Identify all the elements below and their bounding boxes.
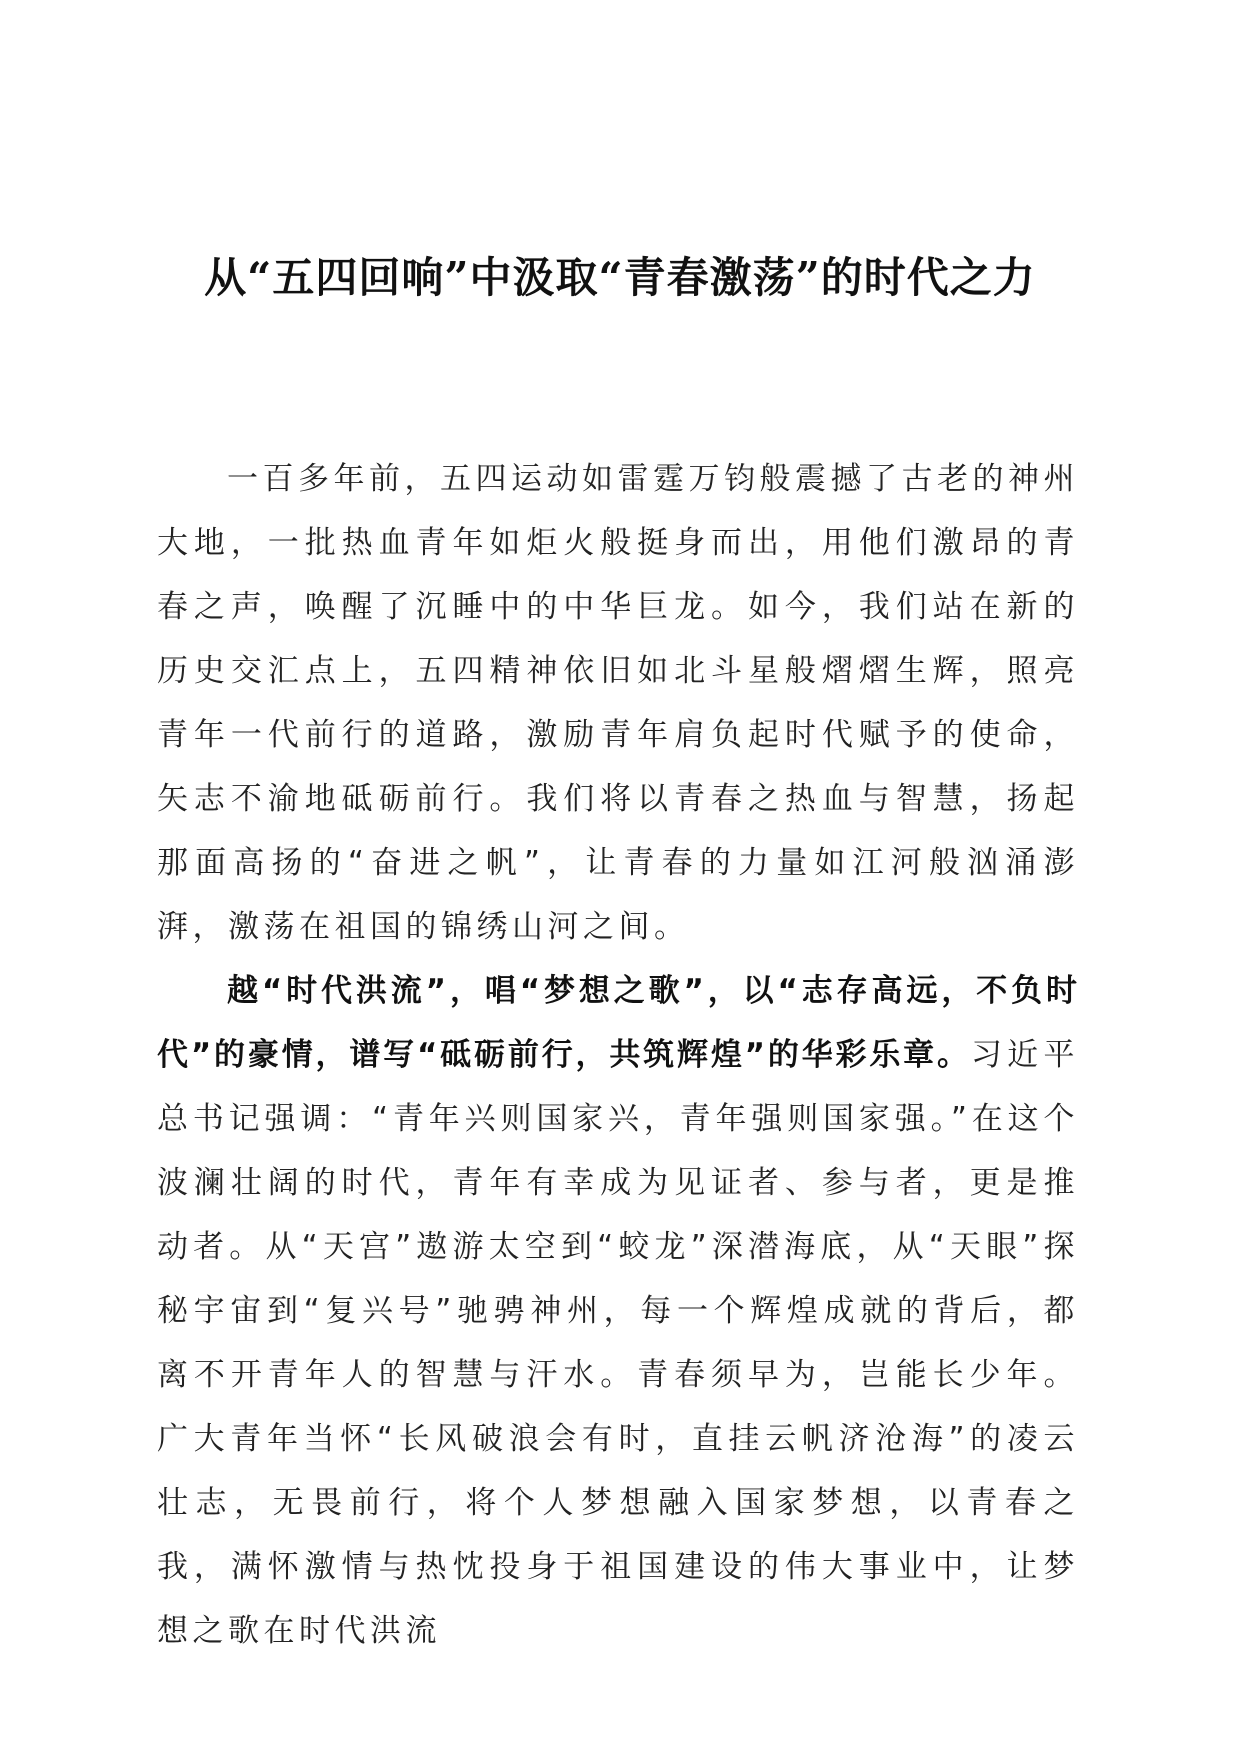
paragraph-2-lead-sentence: 越“时代洪流”，唱“梦想之歌”，以“志存高远，不负时代”的豪情，谱写“砥砺前行，共筑辉煌”的华彩乐章。: [157, 973, 1079, 1073]
paragraph-2: [157, 959, 1079, 1663]
document-title: 从“五四回响”中汲取“青春激荡”的时代之力: [204, 253, 1036, 302]
paragraph-1-text: 一百多年前，五四运动如雷霆万钧般震撼了古老的神州大地，一批热血青年如炬火般挺身而出，用他们激昂的青春之声，唤醒了沉睡中的中华巨龙。如今，我们站在新的历史交汇点上，五四精神依旧如北斗星般熠熠生辉，照亮青年一代前行的道路，激励青年肩负起时代赋予的使命，矢志不渝地砥砺前行。我们将以青春之热血与智慧，扬起那面高扬的“奋进之帆”，让青春的力量如江河般汹涌澎湃，激荡在祖国的锦绣山河之间。: [157, 461, 1079, 945]
paragraph-2-text: 习近平总书记强调：“青年兴则国家兴，青年强则国家强。”在这个波澜壮阔的时代，青年有幸成为见证者、参与者，更是推动者。从“天宫”遨游太空到“蛟龙”深潜海底，从“天眼”探秘宇宙到“复兴号”驰骋神州，每一个辉煌成就的背后，都离不开青年人的智慧与汗水。青春须早为，岂能长少年。广大青年当怀“长风破浪会有时，直挂云帆济沧海”的凌云壮志，无畏前行，将个人梦想融入国家梦想，以青春之我，满怀激情与热忱投身于祖国建设的伟大事业中，让梦想之歌在时代洪流: [157, 1037, 1080, 1649]
paragraph-1: [157, 447, 1079, 959]
document-body: [157, 447, 1079, 1663]
